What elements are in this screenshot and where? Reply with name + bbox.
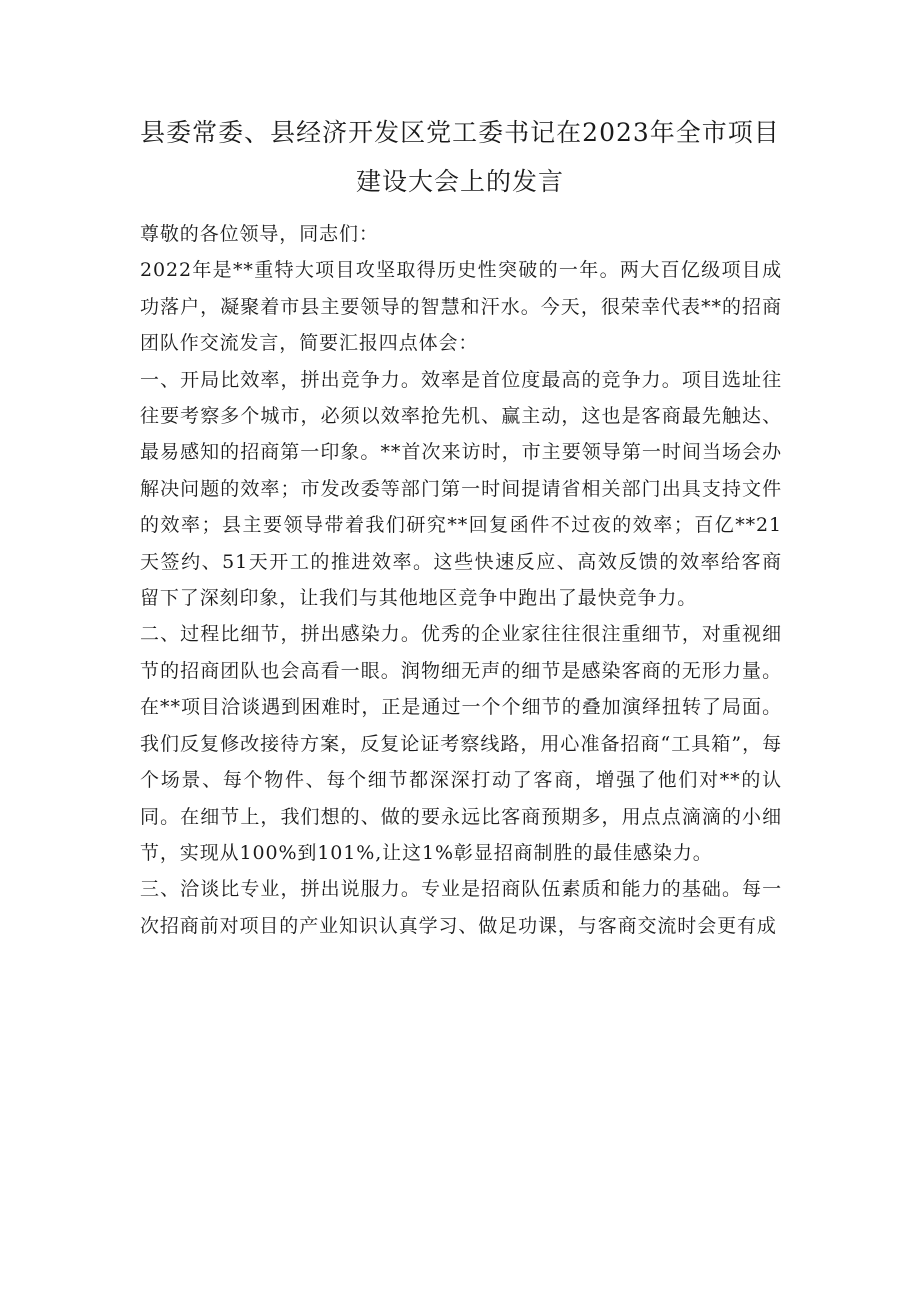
paragraph-efficiency: 一、开局比效率，拼出竞争力。效率是首位度最高的竞争力。项目选址往往要考察多个城市，必须以效率抢先机、赢主动，这也是客商最先触达、最易感知的招商第一印象。**首次来访时，市主要领导第一时间当场会办解决问题的效率；市发改委等部门第一时间提请省相关部门出具支持文件的效率；县主要领导带着我们研究**回复函件不过夜的效率；百亿**21天签约、51天开工的推进效率。这些快速反应、高效反馈的效率给客商留下了深刻印象，让我们与其他地区竞争中跑出了最快竞争力。 [140, 368, 782, 610]
salutation: 尊敬的各位领导，同志们： [140, 223, 379, 245]
paragraph-details: 二、过程比细节，拼出感染力。优秀的企业家往往很注重细节，对重视细节的招商团队也会高看一眼。润物细无声的细节是感染客商的无形力量。在**项目洽谈遇到困难时，正是通过一个个细节的叠加演绎扭转了局面。我们反复修改接待方案，反复论证考察线路，用心准备招商“工具箱”，每个场景、每个物件、每个细节都深深打动了客商，增强了他们对**的认同。在细节上，我们想的、做的要永远比客商预期多，用点点滴滴的小细节，实现从100%到101%,让这1%彰显招商制胜的最佳感染力。 [140, 623, 782, 864]
paragraph-intro: 2022年是**重特大项目攻坚取得历史性突破的一年。两大百亿级项目成功落户，凝聚着市县主要领导的智慧和汗水。今天，很荣幸代表**的招商团队作交流发言，简要汇报四点体会： [140, 259, 782, 355]
document-title: 县委常委、县经济开发区党工委书记在2023年全市项目建设大会上的发言 [140, 118, 780, 196]
document-body [140, 216, 782, 944]
paragraph-professional: 三、洽谈比专业，拼出说服力。专业是招商队伍素质和能力的基础。每一次招商前对项目的产业知识认真学习、做足功课，与客商交流时会更有成 [140, 878, 782, 937]
